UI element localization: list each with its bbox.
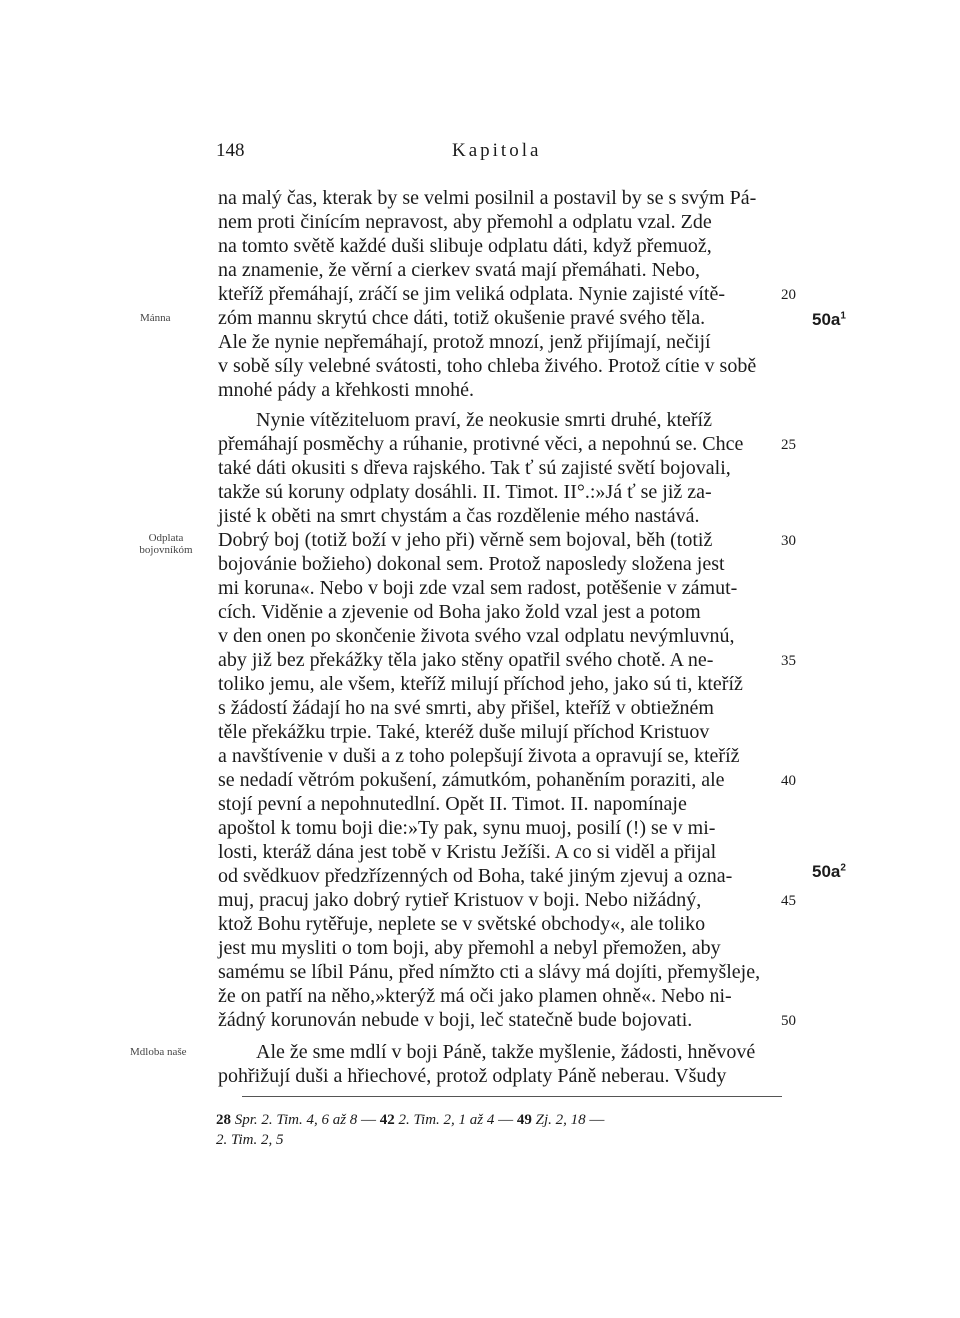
text-line: že on patří na něho,»kterýž má oči jako plamen ohně«. Nebo ni- [218, 985, 732, 1007]
folio-mark: $50a^2$ [812, 862, 846, 881]
text-line: samému se líbil Pánu, před nímžto cti a slávy má dojíti, přemyšleje, [218, 961, 761, 983]
footnote-rule [242, 1096, 782, 1097]
folio-mark: $50a^1$ [812, 310, 846, 329]
text-line: na znamenie, že věrní a cierkev svatá mají přemáhati. Nebo, [218, 259, 700, 281]
text-line: Ale že sme mdlí v boji Páně, takže myšlenie, žádosti, hněvové [256, 1041, 756, 1063]
line-number: 30 [781, 533, 796, 549]
line-number: 25 [781, 437, 796, 453]
text-line: přemáhají posměchy a rúhanie, protivné věci, a nepohnú se. Chce [218, 433, 744, 455]
text-line: jisté k oběti na smrt chystám a čas rozdělenie mého nastává. [218, 505, 700, 527]
text-line: aby již bez překážky těla jako stěny opatřil svého chotě. A ne- [218, 649, 714, 671]
text-line: muj, pracuj jako dobrý rytieř Kristuov v boji. Nebo nižádný, [218, 889, 702, 911]
text-line: se nedadí větróm pokušení, zámutkóm, pohaněním poraziti, ale [218, 769, 725, 791]
line-number: 45 [781, 893, 796, 909]
text-line: zóm mannu skrytú chce dáti, totiž okušenie pravé svého těla. [218, 307, 706, 329]
text-line: mnohé pády a křehkosti mnohé. [218, 379, 475, 401]
text-line: Ale že nynie nepřemáhají, protož mnozí, jenž přijímají, nečijí [218, 331, 711, 353]
text-line: a navštívenie v duši a z toho polepšují života a opravují se, kteříž [218, 745, 740, 767]
line-number: 35 [781, 653, 796, 669]
text-line: žádný korunován nebude v boji, leč statečně bude bojovati. [218, 1009, 693, 1031]
text-line: pohřižují duši a hřiechové, protož odplaty Páně neberau. Všudy [218, 1065, 727, 1087]
text-line: nem proti činícím nepravost, aby přemohl a odplatu vzal. Zde [218, 211, 712, 233]
text-line: Dobrý boj (totiž boží v jeho při) věrně sem bojoval, běh (totiž [218, 529, 713, 551]
margin-note: Odplata bojovníkóm [139, 532, 193, 556]
text-line: na malý čas, kterak by se velmi posilnil a postavil by se s svým Pá- [218, 187, 757, 209]
text-line: losti, kteráž dána jest tobě v Kristu Ježíši. A co si viděl a přijal [218, 841, 717, 863]
text-line: stojí pevní a nepohnutedlní. Opět II. Timot. II. napomínaje [218, 793, 687, 815]
text-line: v sobě síly velebné svátosti, toho chleba živého. Protož cítie v sobě [218, 355, 757, 377]
margin-note: Mdloba naše [130, 1046, 187, 1058]
text-line: cích. Viděnie a zjevenie od Boha jako žold vzal jest a potom [218, 601, 701, 623]
line-number: 40 [781, 773, 796, 789]
text-line: také dáti okusiti s dřeva rajského. Tak ť sú zajisté světí bojovali, [218, 457, 731, 479]
chapter-heading: Kapitola [452, 140, 542, 161]
text-line: ktož Bohu rytěřuje, neplete se v světské obchody«, ale toliko [218, 913, 706, 935]
line-number: 50 [781, 1013, 796, 1029]
text-line: toliko jemu, ale všem, kteříž milují příchod jeho, jako sú ti, kteříž [218, 673, 743, 695]
footnote-line: 2. Tim. 2, 5 [216, 1132, 284, 1148]
text-line: mi koruna«. Nebo v boji zde vzal sem radost, potěšenie v zámut- [218, 577, 738, 599]
text-line: od svědkuov předzřízenných od Boha, také jiným zjevuj a ozna- [218, 865, 733, 887]
page-number: 148 [216, 140, 245, 161]
line-number: 20 [781, 287, 796, 303]
text-line: s žádostí žádají ho na své smrti, aby přišel, kteříž v obtiežném [218, 697, 714, 719]
margin-note: Mánna [140, 312, 171, 324]
text-line: jest mu mysliti o tom boji, aby přemohl a nebyl přemožen, aby [218, 937, 721, 959]
text-line: takže sú koruny odplaty dosáhli. II. Timot. II°.:»Já ť se již za- [218, 481, 712, 503]
text-line: v den onen po skončenie života svého vzal odplatu nevýmluvnú, [218, 625, 735, 647]
text-line: těle překážku trpie. Také, kteréž duše milují příchod Kristuov [218, 721, 710, 743]
text-line: Nynie vítěziteluom praví, že neokusie smrti druhé, kteříž [256, 409, 712, 431]
text-line: kteříž přemáhají, zráčí se jim veliká odplata. Nynie zajisté vítě- [218, 283, 726, 305]
text-line: na tomto světě každé duši slibuje odplatu dáti, když přemuož, [218, 235, 712, 257]
text-line: bojovánie božieho) dokonal sem. Protož naposledy složena jest [218, 553, 725, 575]
text-line: apoštol k tomu boji die:»Ty pak, synu muoj, posilí (!) se v mi- [218, 817, 716, 839]
footnote-line: 28 Spr. 2. Tim. 4, 6 až 8 — 42 2. Tim. 2, 1 až 4 — 49 Zj. 2, 18 — [216, 1112, 605, 1128]
